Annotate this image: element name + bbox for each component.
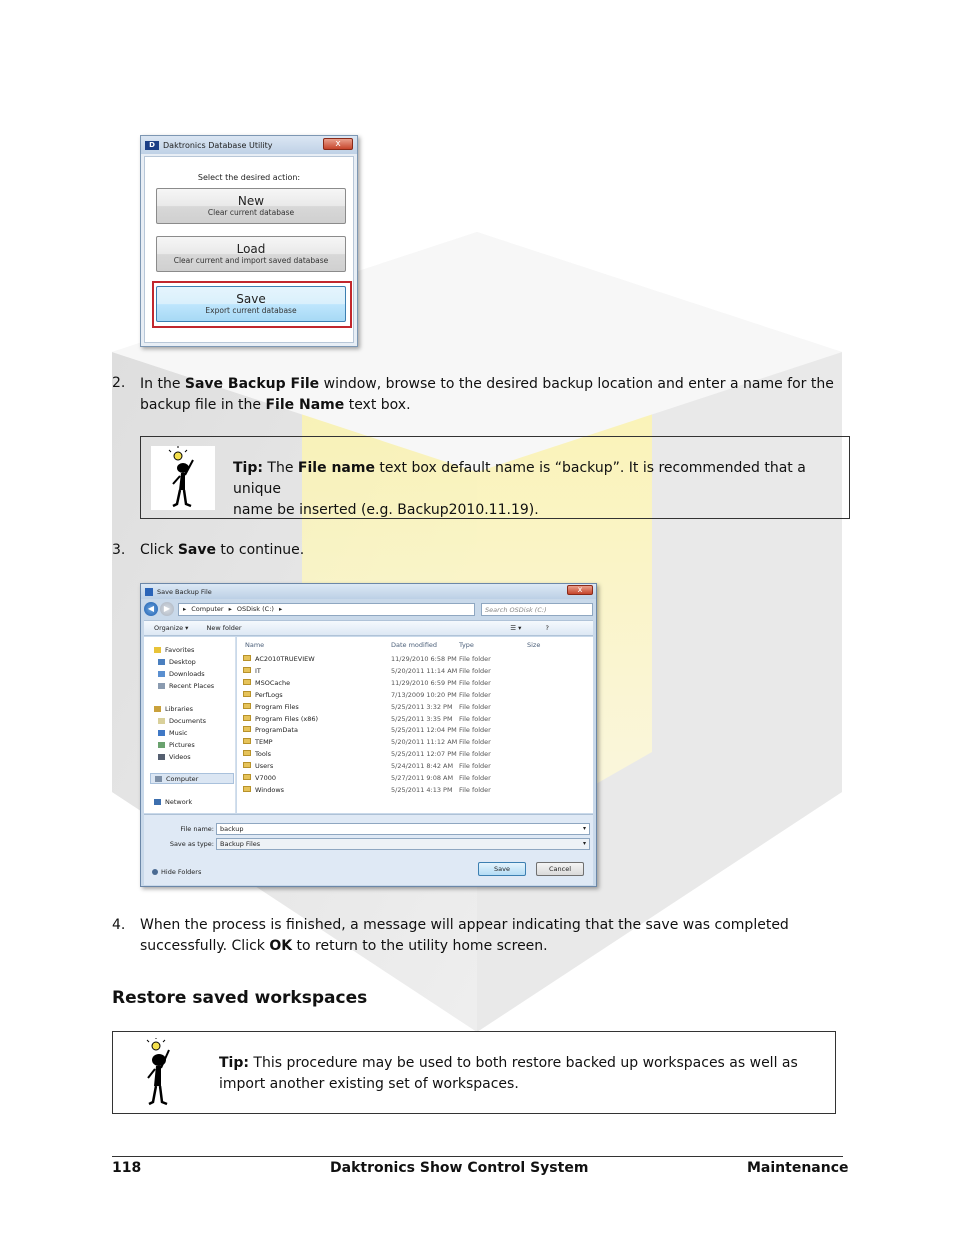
load-button[interactable] <box>156 236 346 272</box>
step-3-number: 3. <box>112 542 126 558</box>
nav-recent-places[interactable]: Recent Places <box>158 682 214 690</box>
navigation-pane <box>144 637 236 813</box>
file-date: 5/25/2011 12:07 PM <box>391 750 457 759</box>
file-row[interactable] <box>237 736 593 748</box>
file-row[interactable] <box>237 784 593 796</box>
step-4-text: When the process is finished, a message will appear indicating that the save was completed successfully. Click OK to return to the utility home screen. <box>140 917 789 954</box>
help-icon[interactable]: ? <box>545 624 549 632</box>
database-utility-window <box>140 135 358 347</box>
save-highlight-box <box>152 281 352 328</box>
nav-computer[interactable]: Computer <box>150 773 234 784</box>
tip-box <box>140 436 850 519</box>
file-date: 5/25/2011 3:35 PM <box>391 714 453 723</box>
file-type: File folder <box>459 774 491 782</box>
file-name: MSOCache <box>255 678 291 687</box>
nav-favorites[interactable]: Favorites <box>154 646 194 654</box>
close-icon[interactable]: x <box>323 138 353 150</box>
save-button-title: Save <box>236 292 266 306</box>
file-date: 5/20/2011 11:14 AM <box>391 666 458 675</box>
folder-icon <box>243 679 251 685</box>
file-name: Tools <box>255 750 272 759</box>
folder-icon <box>243 715 251 721</box>
chevron-up-icon <box>152 869 158 875</box>
save-as-type-select[interactable]: Backup Files ▾ <box>216 838 590 850</box>
step-2-text: In the Save Backup File window, browse to the desired backup location and enter a name for the backup file in the File Name text box. <box>140 376 834 413</box>
file-type: File folder <box>459 738 491 747</box>
new-button[interactable] <box>156 188 346 224</box>
file-name: AC2010TRUEVIEW <box>255 655 315 663</box>
file-date: 5/24/2011 8:42 AM <box>391 762 454 771</box>
file-date: 5/25/2011 12:04 PM <box>391 726 457 735</box>
breadcrumb-separator-icon: ▸ <box>278 605 283 613</box>
file-name: Users <box>255 762 274 771</box>
footer-divider <box>112 1156 843 1157</box>
organize-menu[interactable]: Organize ▾ <box>154 624 189 632</box>
file-name: IT <box>255 666 261 675</box>
pictures-icon <box>158 742 165 748</box>
file-type: File folder <box>459 702 491 711</box>
chevron-down-icon: ▾ <box>582 825 586 832</box>
nav-desktop[interactable]: Desktop <box>158 658 196 666</box>
file-name-field[interactable]: backup ▾ <box>216 823 590 835</box>
idea-figure-icon <box>151 446 215 510</box>
folder-icon <box>243 655 251 661</box>
cancel-button[interactable]: Cancel <box>536 862 584 876</box>
file-date: 7/13/2009 10:20 PM <box>391 690 457 699</box>
load-button-subtitle: Clear current and import saved database <box>173 256 329 265</box>
folder-icon <box>243 667 251 673</box>
breadcrumb-separator-icon: ▸ <box>183 605 187 613</box>
file-row[interactable] <box>237 772 593 784</box>
file-name-label: File name: <box>180 825 214 833</box>
network-icon <box>154 799 161 805</box>
file-row[interactable] <box>237 713 593 725</box>
page-number: 118 <box>112 1160 142 1176</box>
file-type: File folder <box>459 714 491 723</box>
breadcrumb-osdisk[interactable]: OSDisk (C:) <box>236 605 274 613</box>
column-header-date[interactable]: Date modified <box>391 641 438 649</box>
window-body <box>144 156 354 343</box>
new-folder-button[interactable]: New folder <box>206 624 242 632</box>
folder-icon <box>243 691 251 697</box>
desktop-icon <box>158 659 165 665</box>
nav-videos[interactable]: Videos <box>158 753 191 761</box>
computer-icon <box>155 776 162 782</box>
nav-network[interactable]: Network <box>154 798 192 806</box>
nav-music[interactable]: Music <box>158 729 188 737</box>
address-bar[interactable] <box>178 603 475 616</box>
nav-libraries[interactable]: Libraries <box>154 705 193 713</box>
file-name: Program Files <box>255 702 299 711</box>
toolbar <box>144 620 593 636</box>
file-date: 11/29/2010 6:58 PM <box>391 655 457 663</box>
downloads-icon <box>158 671 165 677</box>
folder-icon <box>243 726 251 732</box>
save-button-subtitle: Export current database <box>205 306 297 315</box>
documents-icon <box>158 718 165 724</box>
tip-text: Tip: This procedure may be used to both restore backed up workspaces as well as import another existing set of workspaces. <box>219 1055 798 1092</box>
file-type: File folder <box>459 726 491 735</box>
window-title: Save Backup File <box>157 587 212 596</box>
back-arrow-icon[interactable]: ◀ <box>144 602 158 616</box>
window-icon <box>145 588 153 596</box>
file-row[interactable] <box>237 724 593 736</box>
folder-icon <box>243 762 251 768</box>
star-icon <box>154 647 161 653</box>
folder-icon <box>243 703 251 709</box>
folder-icon <box>243 774 251 780</box>
file-name: TEMP <box>255 738 273 747</box>
column-header-type[interactable]: Type <box>459 641 474 649</box>
folder-icon <box>243 786 251 792</box>
breadcrumb-computer[interactable]: Computer <box>191 605 224 613</box>
save-options-panel <box>144 814 593 885</box>
file-type: File folder <box>459 666 491 675</box>
window-titlebar <box>141 584 596 599</box>
folder-icon <box>243 738 251 744</box>
file-row[interactable] <box>237 689 593 701</box>
file-row[interactable] <box>237 760 593 772</box>
address-bar-row <box>144 601 593 617</box>
section-heading: Restore saved workspaces <box>112 988 368 1008</box>
file-name: Windows <box>255 785 285 794</box>
file-name: V7000 <box>255 774 276 782</box>
load-button-title: Load <box>236 242 266 256</box>
save-backup-file-window <box>140 583 597 887</box>
new-button-subtitle: Clear current database <box>207 208 295 217</box>
window-title: Daktronics Database Utility <box>163 140 273 150</box>
file-type: File folder <box>459 690 491 699</box>
column-header-size[interactable]: Size <box>527 641 541 649</box>
file-type: File folder <box>459 655 491 663</box>
step-4-number: 4. <box>112 917 126 933</box>
file-date: 5/27/2011 9:08 AM <box>391 774 454 782</box>
file-row[interactable] <box>237 748 593 760</box>
save-dialog-button[interactable]: Save <box>478 862 526 876</box>
file-date: 11/29/2010 6:59 PM <box>391 678 457 687</box>
nav-documents[interactable]: Documents <box>158 717 206 725</box>
music-icon <box>158 730 165 736</box>
file-row[interactable] <box>237 665 593 677</box>
file-type: File folder <box>459 785 491 794</box>
file-row[interactable] <box>237 677 593 689</box>
file-type: File folder <box>459 678 491 687</box>
file-name: PerfLogs <box>255 690 283 699</box>
tip-text: Tip: The File name text box default name is “backup”. It is recommended that a unique name be inserted (e.g. Backup2010.11.19). <box>233 460 806 518</box>
recent-places-icon <box>158 683 165 689</box>
close-icon[interactable]: x <box>567 585 593 595</box>
nav-pictures[interactable]: Pictures <box>158 741 195 749</box>
file-name: ProgramData <box>255 726 298 735</box>
column-header-name[interactable]: Name <box>245 641 265 649</box>
save-as-type-label: Save as type: <box>169 840 214 848</box>
breadcrumb-separator-icon: ▸ <box>228 605 232 613</box>
file-name: Program Files (x86) <box>255 714 319 723</box>
folder-icon <box>243 750 251 756</box>
forward-arrow-icon[interactable]: ▶ <box>160 602 174 616</box>
step-2-number: 2. <box>112 375 126 391</box>
new-button-title: New <box>237 194 265 208</box>
daktronics-logo-icon: D <box>145 141 159 150</box>
chevron-down-icon: ▾ <box>582 840 586 847</box>
file-type: File folder <box>459 750 491 759</box>
footer-title: Daktronics Show Control System <box>330 1160 589 1176</box>
idea-figure-icon <box>123 1038 187 1110</box>
file-row[interactable] <box>237 701 593 713</box>
videos-icon <box>158 754 165 760</box>
hide-folders-toggle[interactable]: Hide Folders <box>152 868 201 876</box>
file-list <box>237 637 593 813</box>
nav-downloads[interactable]: Downloads <box>158 670 205 678</box>
file-type: File folder <box>459 762 491 771</box>
view-options-button[interactable]: ☰ ▾ ? <box>510 624 549 632</box>
libraries-icon <box>154 706 161 712</box>
file-date: 5/20/2011 11:12 AM <box>391 738 458 747</box>
footer-section: Maintenance <box>747 1160 849 1176</box>
action-prompt: Select the desired action: <box>197 173 301 182</box>
file-date: 5/25/2011 3:32 PM <box>391 702 453 711</box>
file-row[interactable] <box>237 653 593 665</box>
search-input[interactable]: Search OSDisk (C:) <box>481 603 593 616</box>
tip-box <box>112 1031 836 1114</box>
file-date: 5/25/2011 4:13 PM <box>391 785 453 794</box>
step-3-text: Click Save to continue. <box>140 542 305 558</box>
